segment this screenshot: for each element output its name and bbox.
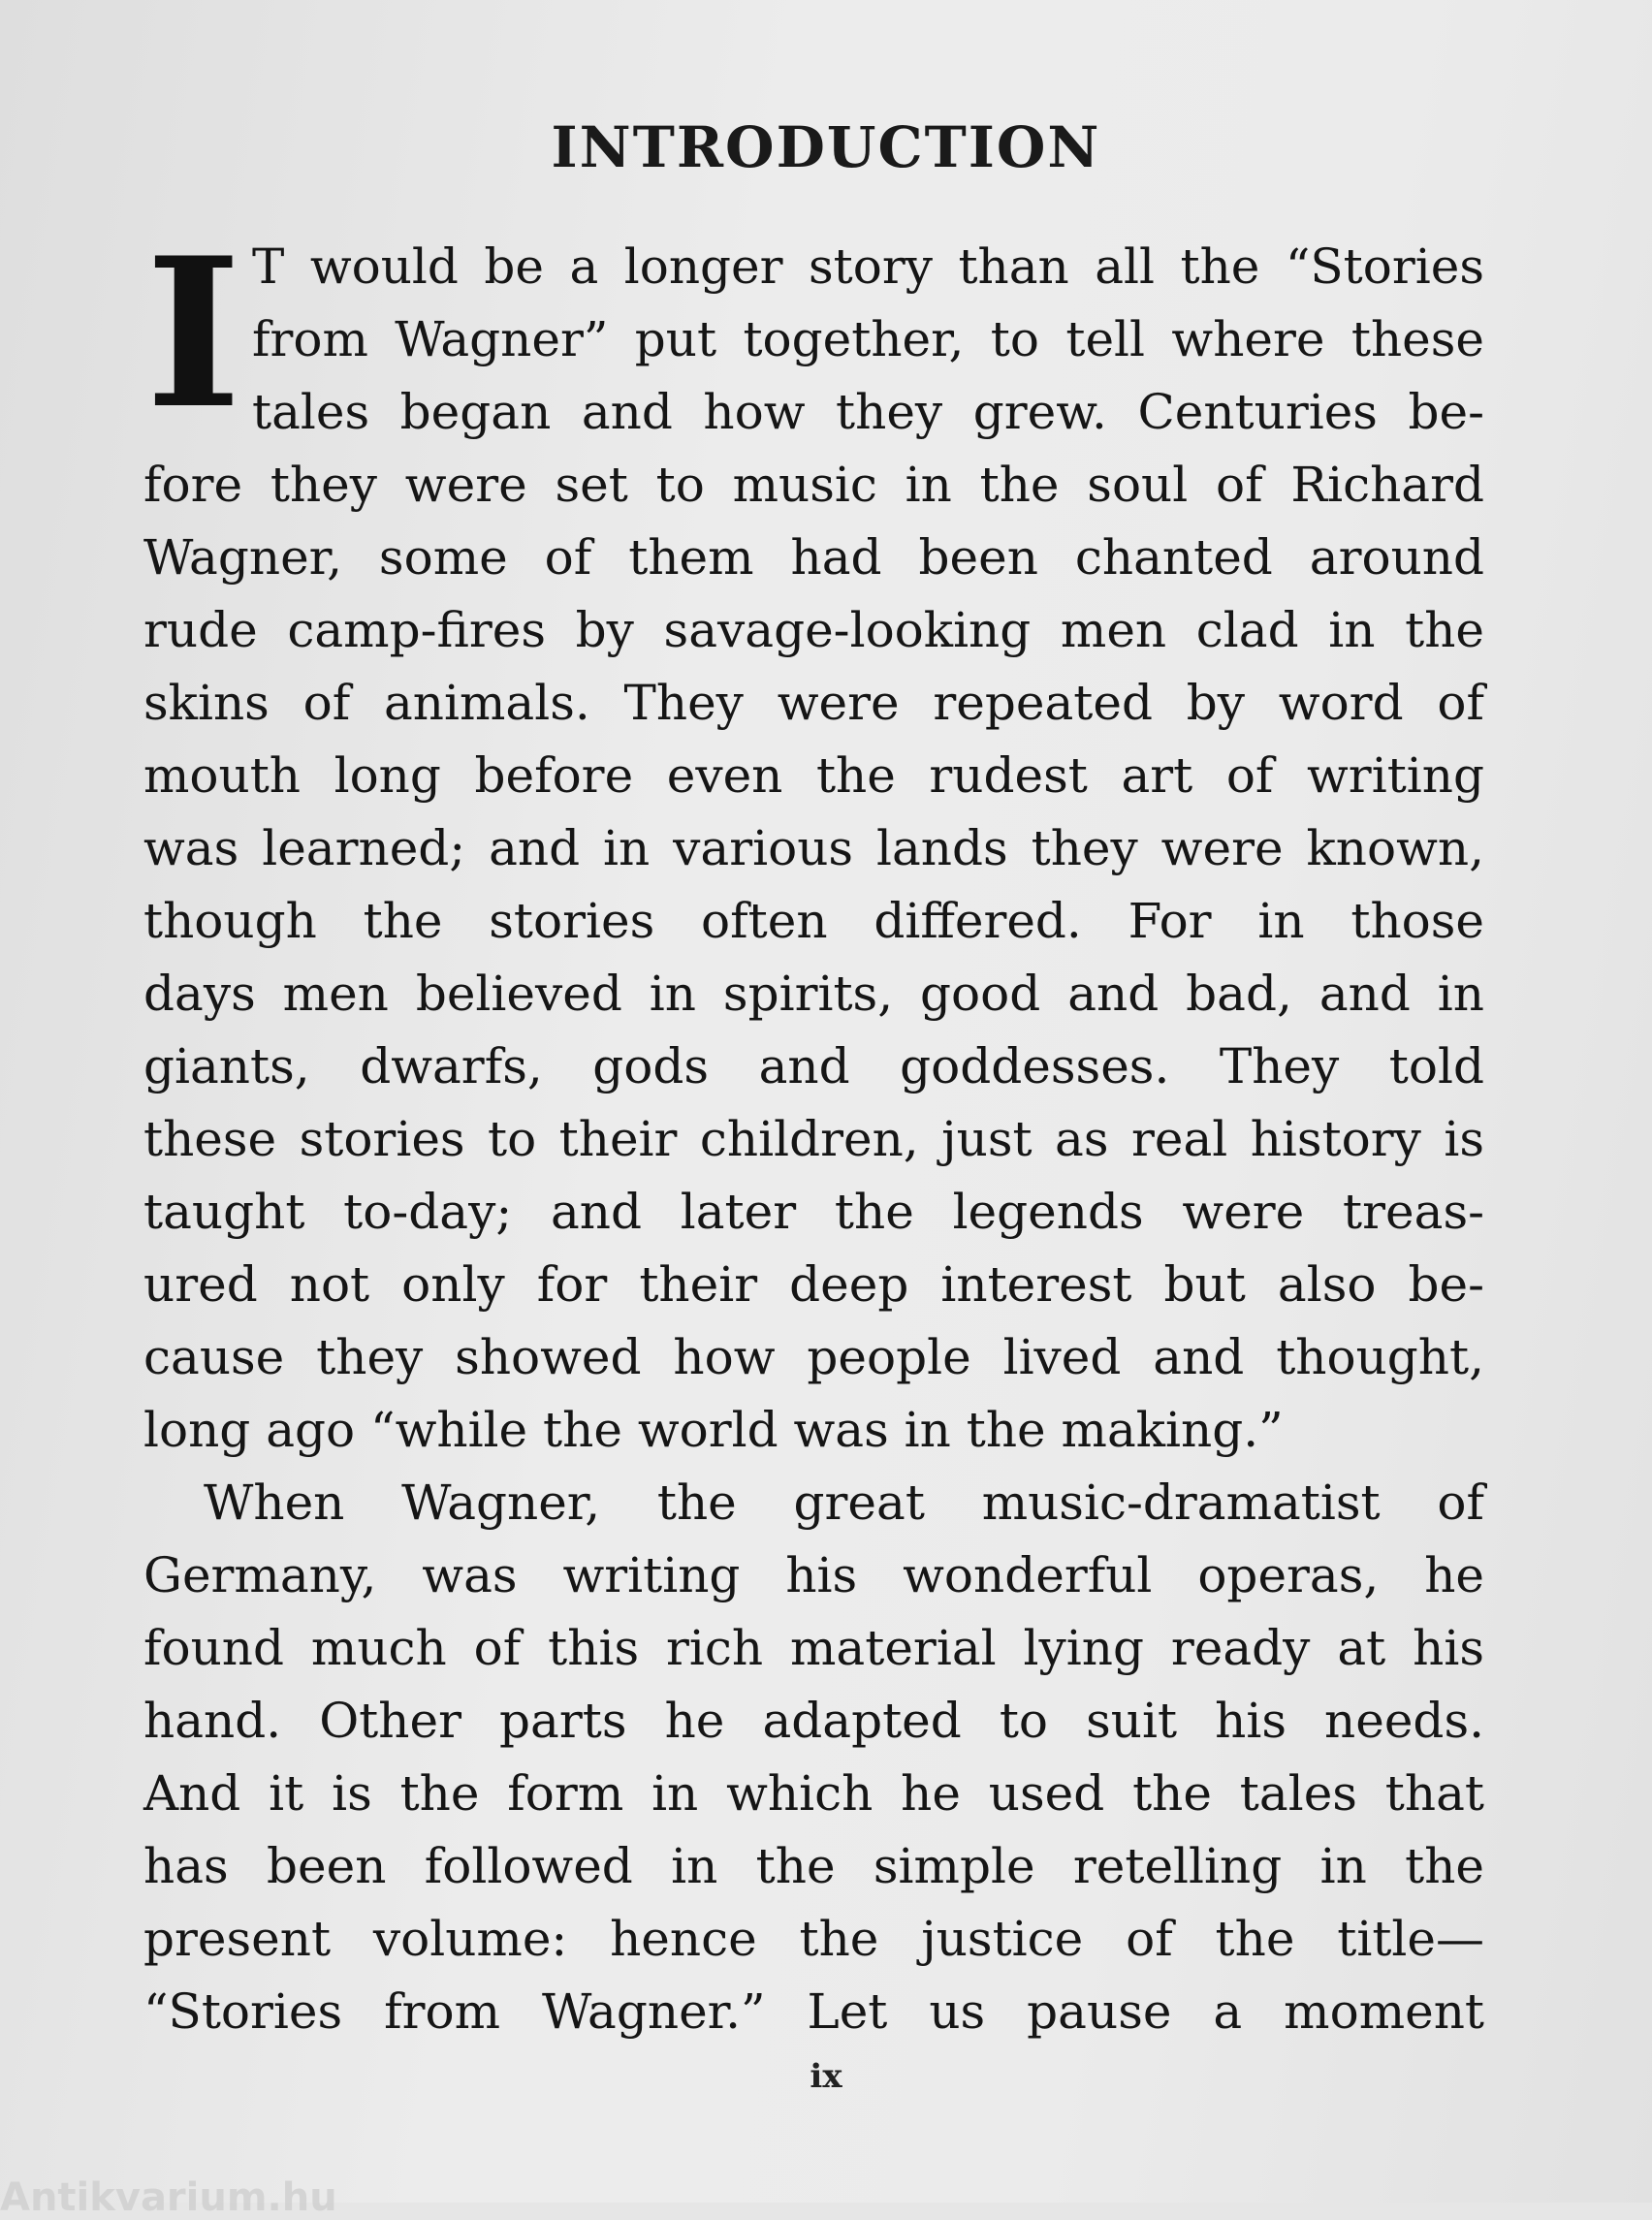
text-line: though the stories often differed. For in those [143,893,1484,949]
text-line: T would be a longer story than all the “Stories [252,238,1484,295]
text-line: from Wagner” put together, to tell where these [252,311,1484,367]
text-line: long ago “while the world was in the making.” [143,1402,1284,1458]
page-number: ix [810,2057,842,2096]
text-line: rude camp-fires by savage-looking men clad in the [143,602,1484,658]
text-line: present volume: hence the justice of the title— [143,1911,1484,1967]
text-line: was learned; and in various lands they were known, [143,820,1484,876]
text-line: “Stories from Wagner.” Let us pause a moment [143,1983,1484,2040]
text-line: tales began and how they grew. Centuries be- [252,384,1484,440]
text-line: When Wagner, the great music-dramatist of [204,1475,1484,1531]
text-line: ured not only for their deep interest but also be- [143,1256,1484,1313]
drop-cap: I [145,212,242,454]
text-line: And it is the form in which he used the tales that [143,1765,1484,1822]
text-line: fore they were set to music in the soul of Richard [143,457,1484,513]
text-line: Germany, was writing his wonderful operas, he [143,1547,1484,1603]
text-line: skins of animals. They were repeated by word of [143,675,1484,731]
text-line: cause they showed how people lived and thought, [143,1329,1484,1385]
text-line: these stories to their children, just as real history is [143,1111,1484,1167]
text-line: taught to-day; and later the legends were treas- [143,1184,1484,1240]
text-line: giants, dwarfs, gods and goddesses. They told [143,1038,1484,1094]
text-line: hand. Other parts he adapted to suit his needs. [143,1693,1484,1749]
page-title: INTRODUCTION [551,114,1101,180]
watermark: Antikvarium.hu [0,2175,337,2220]
text-line: found much of this rich material lying ready at his [143,1620,1484,1676]
text-line: mouth long before even the rudest art of writing [143,747,1484,804]
text-line: Wagner, some of them had been chanted around [143,529,1484,586]
text-line: has been followed in the simple retelling in the [143,1838,1484,1894]
text-line: days men believed in spirits, good and bad, and in [143,966,1484,1022]
